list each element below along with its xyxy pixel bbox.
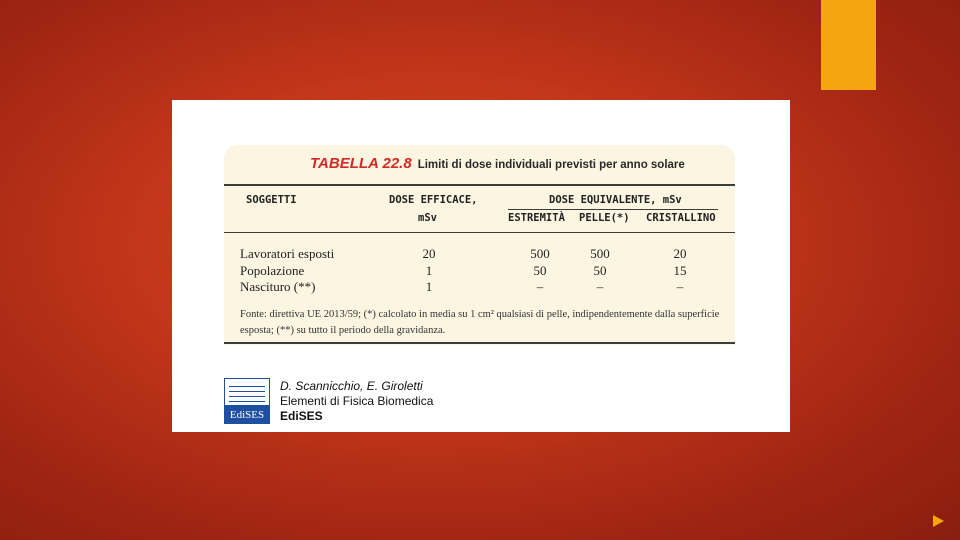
book-publisher: EdiSES [280, 409, 323, 423]
table-label: TABELLA 22.8 [310, 155, 412, 172]
edises-logo [224, 378, 270, 424]
row-subject: Lavoratori esposti [240, 246, 335, 261]
row-lens: 20 [673, 246, 687, 261]
header-rule [224, 232, 735, 233]
play-arrow-icon [933, 515, 944, 527]
header-equivalent: DOSE EQUIVALENTE, mSv [549, 194, 682, 206]
row-skin: 50 [593, 263, 607, 278]
header-lens: CRISTALLINO [646, 212, 716, 224]
logo-text: EdiSES [224, 406, 270, 424]
top-rule [224, 184, 735, 186]
dose-limits-table [224, 145, 735, 345]
row-extremities: 50 [533, 263, 547, 278]
table-caption [310, 155, 685, 172]
accent-tab [821, 0, 876, 90]
row-skin: – [596, 279, 604, 294]
row-effective: 20 [422, 246, 436, 261]
header-subjects: SOGGETTI [246, 194, 297, 206]
table-footnote: Fonte: direttiva UE 2013/59; (*) calcolato in media su 1 cm² qualsiasi di pelle, indipendentemente dalla superficie esposta; (**) su tutto il periodo della gravidanza. [240, 309, 720, 336]
row-extremities: 500 [530, 246, 550, 261]
row-lens: 15 [673, 263, 687, 278]
header-effective: DOSE EFFICACE, [389, 194, 478, 206]
row-lens: – [676, 279, 684, 294]
header-extremities: ESTREMITÀ [508, 212, 565, 224]
row-subject: Nascituro (**) [240, 279, 316, 294]
book-reference [280, 379, 433, 424]
book-icon [224, 378, 270, 406]
row-effective: 1 [425, 263, 433, 278]
row-subject: Popolazione [240, 263, 305, 278]
header-effective-unit: mSv [418, 212, 437, 224]
image-card [172, 100, 790, 432]
book-authors: D. Scannicchio, E. Giroletti [280, 379, 423, 393]
header-span-rule [508, 209, 718, 210]
header-skin: PELLE(*) [579, 212, 630, 224]
table-title: Limiti di dose individuali previsti per anno solare [417, 159, 685, 171]
book-title: Elementi di Fisica Biomedica [280, 394, 434, 408]
row-effective: 1 [425, 279, 433, 294]
row-skin: 500 [590, 246, 610, 261]
row-extremities: – [536, 279, 544, 294]
bottom-rule [224, 342, 735, 344]
